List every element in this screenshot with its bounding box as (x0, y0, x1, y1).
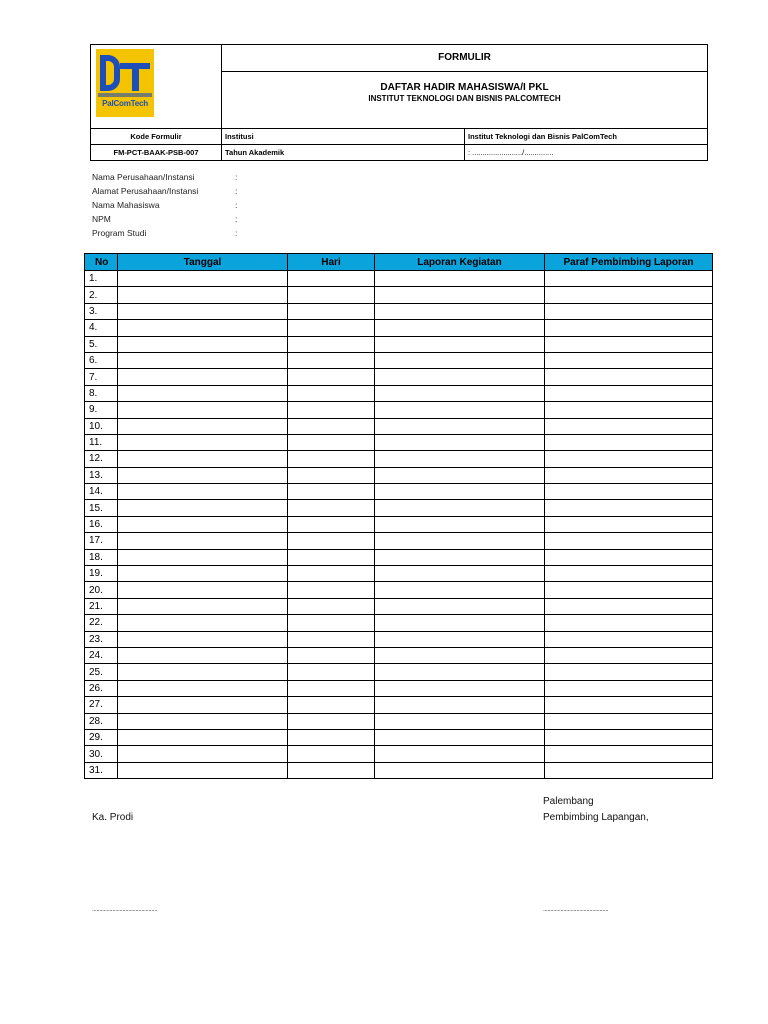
pembimbing-label: Pembimbing Lapangan, (543, 812, 649, 823)
cell-tanggal[interactable] (118, 680, 288, 696)
cell-laporan[interactable] (375, 451, 545, 467)
student-info (92, 170, 238, 240)
cell-hari[interactable] (288, 697, 375, 713)
cell-tanggal[interactable] (118, 402, 288, 418)
cell-paraf[interactable] (545, 287, 713, 303)
cell-hari[interactable] (288, 615, 375, 631)
cell-tanggal[interactable] (118, 697, 288, 713)
table-row (85, 746, 713, 762)
cell-hari[interactable] (288, 631, 375, 647)
cell-hari[interactable] (288, 467, 375, 483)
form-subtitle: INSTITUT TEKNOLOGI DAN BISNIS PALCOMTECH (368, 94, 561, 103)
cell-tanggal[interactable] (118, 615, 288, 631)
cell-laporan[interactable] (375, 582, 545, 598)
cell-laporan[interactable] (375, 418, 545, 434)
cell-hari[interactable] (288, 549, 375, 565)
form-header (90, 44, 708, 161)
cell-tanggal[interactable] (118, 418, 288, 434)
cell-paraf[interactable] (545, 549, 713, 565)
cell-laporan[interactable] (375, 500, 545, 516)
cell-tanggal[interactable] (118, 451, 288, 467)
info-colon: : (235, 186, 238, 196)
cell-hari[interactable] (288, 320, 375, 336)
cell-laporan[interactable] (375, 713, 545, 729)
cell-no: 6. (85, 352, 118, 368)
cell-laporan[interactable] (375, 467, 545, 483)
table-row (85, 516, 713, 532)
cell-no: 21. (85, 598, 118, 614)
cell-laporan[interactable] (375, 484, 545, 500)
cell-paraf[interactable] (545, 271, 713, 287)
table-row (85, 451, 713, 467)
table-row (85, 402, 713, 418)
cell-laporan[interactable] (375, 549, 545, 565)
cell-tanggal[interactable] (118, 746, 288, 762)
cell-no: 15. (85, 500, 118, 516)
cell-laporan[interactable] (375, 336, 545, 352)
cell-tanggal[interactable] (118, 549, 288, 565)
table-row (85, 320, 713, 336)
cell-no: 12. (85, 451, 118, 467)
cell-tanggal[interactable] (118, 713, 288, 729)
cell-hari[interactable] (288, 385, 375, 401)
ka-prodi-signature-line: ............................................. (92, 906, 158, 913)
info-label: Nama Mahasiswa (92, 200, 160, 210)
info-label: Program Studi (92, 228, 147, 238)
table-row (85, 566, 713, 582)
cell-hari[interactable] (288, 484, 375, 500)
cell-hari[interactable] (288, 402, 375, 418)
formulir-label: FORMULIR (222, 45, 707, 72)
info-label: Alamat Perusahaan/Instansi (92, 186, 199, 196)
cell-paraf[interactable] (545, 418, 713, 434)
cell-no: 22. (85, 615, 118, 631)
attendance-table (84, 253, 713, 779)
tahun-value: : ......................../.............. (465, 145, 708, 161)
cell-no: 16. (85, 516, 118, 532)
cell-laporan[interactable] (375, 303, 545, 319)
cell-tanggal[interactable] (118, 369, 288, 385)
table-row (85, 697, 713, 713)
cell-laporan[interactable] (375, 271, 545, 287)
cell-tanggal[interactable] (118, 320, 288, 336)
table-row (85, 352, 713, 368)
ka-prodi-label: Ka. Prodi (92, 812, 134, 823)
cell-hari[interactable] (288, 762, 375, 778)
cell-hari[interactable] (288, 369, 375, 385)
cell-hari[interactable] (288, 516, 375, 532)
info-colon: : (235, 172, 238, 182)
table-row (85, 369, 713, 385)
cell-paraf[interactable] (545, 434, 713, 450)
cell-no: 30. (85, 746, 118, 762)
cell-laporan[interactable] (375, 369, 545, 385)
cell-no: 27. (85, 697, 118, 713)
cell-tanggal[interactable] (118, 647, 288, 663)
cell-hari[interactable] (288, 451, 375, 467)
table-row (85, 418, 713, 434)
cell-paraf[interactable] (545, 647, 713, 663)
kode-value: FM-PCT-BAAK-PSB-007 (91, 145, 222, 161)
table-row (85, 631, 713, 647)
cell-hari[interactable] (288, 664, 375, 680)
table-row (85, 336, 713, 352)
table-row (85, 533, 713, 549)
cell-laporan[interactable] (375, 664, 545, 680)
cell-hari[interactable] (288, 647, 375, 663)
cell-hari[interactable] (288, 598, 375, 614)
cell-paraf[interactable] (545, 451, 713, 467)
cell-laporan[interactable] (375, 598, 545, 614)
cell-paraf[interactable] (545, 566, 713, 582)
cell-no: 24. (85, 647, 118, 663)
info-row (92, 226, 238, 240)
logo-brand-text: PalComTech (102, 99, 148, 108)
cell-paraf[interactable] (545, 369, 713, 385)
cell-hari[interactable] (288, 287, 375, 303)
cell-tanggal[interactable] (118, 434, 288, 450)
palcomtech-logo (96, 49, 154, 117)
table-row (85, 680, 713, 696)
cell-hari[interactable] (288, 729, 375, 745)
cell-paraf[interactable] (545, 533, 713, 549)
cell-paraf[interactable] (545, 500, 713, 516)
cell-paraf[interactable] (545, 352, 713, 368)
table-row (85, 467, 713, 483)
cell-hari[interactable] (288, 336, 375, 352)
table-row (85, 271, 713, 287)
tahun-label: Tahun Akademik (222, 145, 465, 161)
cell-no: 14. (85, 484, 118, 500)
table-row (85, 287, 713, 303)
col-header-paraf: Paraf Pembimbing Laporan (545, 254, 713, 271)
info-row (92, 170, 238, 184)
info-label: Nama Perusahaan/Instansi (92, 172, 195, 182)
cell-paraf[interactable] (545, 484, 713, 500)
cell-hari[interactable] (288, 303, 375, 319)
cell-hari[interactable] (288, 713, 375, 729)
cell-paraf[interactable] (545, 746, 713, 762)
cell-no: 19. (85, 566, 118, 582)
cell-paraf[interactable] (545, 467, 713, 483)
cell-no: 10. (85, 418, 118, 434)
table-row (85, 549, 713, 565)
info-row (92, 184, 238, 198)
cell-tanggal[interactable] (118, 352, 288, 368)
cell-paraf[interactable] (545, 385, 713, 401)
table-row (85, 729, 713, 745)
cell-tanggal[interactable] (118, 664, 288, 680)
cell-paraf[interactable] (545, 631, 713, 647)
cell-no: 18. (85, 549, 118, 565)
cell-laporan[interactable] (375, 287, 545, 303)
cell-tanggal[interactable] (118, 566, 288, 582)
table-row (85, 303, 713, 319)
cell-hari[interactable] (288, 533, 375, 549)
cell-tanggal[interactable] (118, 631, 288, 647)
col-header-hari: Hari (288, 254, 375, 271)
cell-paraf[interactable] (545, 680, 713, 696)
cell-laporan[interactable] (375, 516, 545, 532)
cell-laporan[interactable] (375, 647, 545, 663)
cell-hari[interactable] (288, 434, 375, 450)
cell-no: 3. (85, 303, 118, 319)
cell-laporan[interactable] (375, 615, 545, 631)
cell-no: 20. (85, 582, 118, 598)
cell-paraf[interactable] (545, 729, 713, 745)
cell-laporan[interactable] (375, 402, 545, 418)
cell-no: 29. (85, 729, 118, 745)
cell-paraf[interactable] (545, 598, 713, 614)
cell-laporan[interactable] (375, 729, 545, 745)
cell-paraf[interactable] (545, 713, 713, 729)
cell-no: 7. (85, 369, 118, 385)
cell-no: 17. (85, 533, 118, 549)
cell-hari[interactable] (288, 680, 375, 696)
cell-laporan[interactable] (375, 352, 545, 368)
pembimbing-signature-line: ............................................. (543, 906, 609, 913)
info-row (92, 198, 238, 212)
cell-laporan[interactable] (375, 533, 545, 549)
table-row (85, 615, 713, 631)
cell-laporan[interactable] (375, 680, 545, 696)
cell-tanggal[interactable] (118, 729, 288, 745)
cell-laporan[interactable] (375, 320, 545, 336)
cell-laporan[interactable] (375, 697, 545, 713)
info-colon: : (235, 228, 238, 238)
institusi-value: Institut Teknologi dan Bisnis PalComTech (465, 129, 708, 145)
cell-laporan[interactable] (375, 566, 545, 582)
cell-no: 1. (85, 271, 118, 287)
cell-tanggal[interactable] (118, 533, 288, 549)
col-header-laporan: Laporan Kegiatan (375, 254, 545, 271)
cell-paraf[interactable] (545, 697, 713, 713)
cell-hari[interactable] (288, 352, 375, 368)
cell-tanggal[interactable] (118, 336, 288, 352)
cell-no: 8. (85, 385, 118, 401)
cell-hari[interactable] (288, 271, 375, 287)
cell-hari[interactable] (288, 582, 375, 598)
cell-laporan[interactable] (375, 385, 545, 401)
table-row (85, 484, 713, 500)
cell-no: 13. (85, 467, 118, 483)
cell-tanggal[interactable] (118, 385, 288, 401)
table-header-row (85, 254, 713, 271)
cell-no: 23. (85, 631, 118, 647)
kode-label: Kode Formulir (91, 129, 222, 145)
cell-no: 28. (85, 713, 118, 729)
info-colon: : (235, 200, 238, 210)
cell-tanggal[interactable] (118, 582, 288, 598)
cell-tanggal[interactable] (118, 598, 288, 614)
table-row (85, 434, 713, 450)
cell-paraf[interactable] (545, 582, 713, 598)
info-colon: : (235, 214, 238, 224)
title-cell (222, 45, 708, 129)
cell-laporan[interactable] (375, 746, 545, 762)
table-row (85, 598, 713, 614)
info-label: NPM (92, 214, 111, 224)
cell-hari[interactable] (288, 418, 375, 434)
cell-paraf[interactable] (545, 336, 713, 352)
cell-laporan[interactable] (375, 762, 545, 778)
cell-paraf[interactable] (545, 516, 713, 532)
table-row (85, 647, 713, 663)
cell-paraf[interactable] (545, 664, 713, 680)
cell-no: 31. (85, 762, 118, 778)
cell-hari[interactable] (288, 566, 375, 582)
cell-tanggal[interactable] (118, 303, 288, 319)
table-row (85, 713, 713, 729)
col-header-no: No (85, 254, 118, 271)
cell-paraf[interactable] (545, 762, 713, 778)
institusi-label: Institusi (222, 129, 465, 145)
cell-tanggal[interactable] (118, 271, 288, 287)
table-row (85, 582, 713, 598)
cell-tanggal[interactable] (118, 287, 288, 303)
cell-tanggal[interactable] (118, 484, 288, 500)
cell-tanggal[interactable] (118, 516, 288, 532)
cell-no: 4. (85, 320, 118, 336)
cell-laporan[interactable] (375, 434, 545, 450)
cell-paraf[interactable] (545, 303, 713, 319)
cell-no: 11. (85, 434, 118, 450)
cell-paraf[interactable] (545, 402, 713, 418)
cell-paraf[interactable] (545, 615, 713, 631)
city-label: Palembang (543, 796, 594, 807)
table-row (85, 500, 713, 516)
form-title: DAFTAR HADIR MAHASISWA/I PKL (380, 82, 549, 93)
cell-paraf[interactable] (545, 320, 713, 336)
info-row (92, 212, 238, 226)
cell-tanggal[interactable] (118, 467, 288, 483)
col-header-tanggal: Tanggal (118, 254, 288, 271)
cell-no: 2. (85, 287, 118, 303)
cell-tanggal[interactable] (118, 500, 288, 516)
logo-cell (91, 45, 222, 129)
table-row (85, 762, 713, 778)
cell-no: 25. (85, 664, 118, 680)
table-row (85, 385, 713, 401)
cell-tanggal[interactable] (118, 762, 288, 778)
cell-no: 9. (85, 402, 118, 418)
table-row (85, 664, 713, 680)
cell-laporan[interactable] (375, 631, 545, 647)
cell-hari[interactable] (288, 746, 375, 762)
cell-hari[interactable] (288, 500, 375, 516)
cell-no: 26. (85, 680, 118, 696)
cell-no: 5. (85, 336, 118, 352)
